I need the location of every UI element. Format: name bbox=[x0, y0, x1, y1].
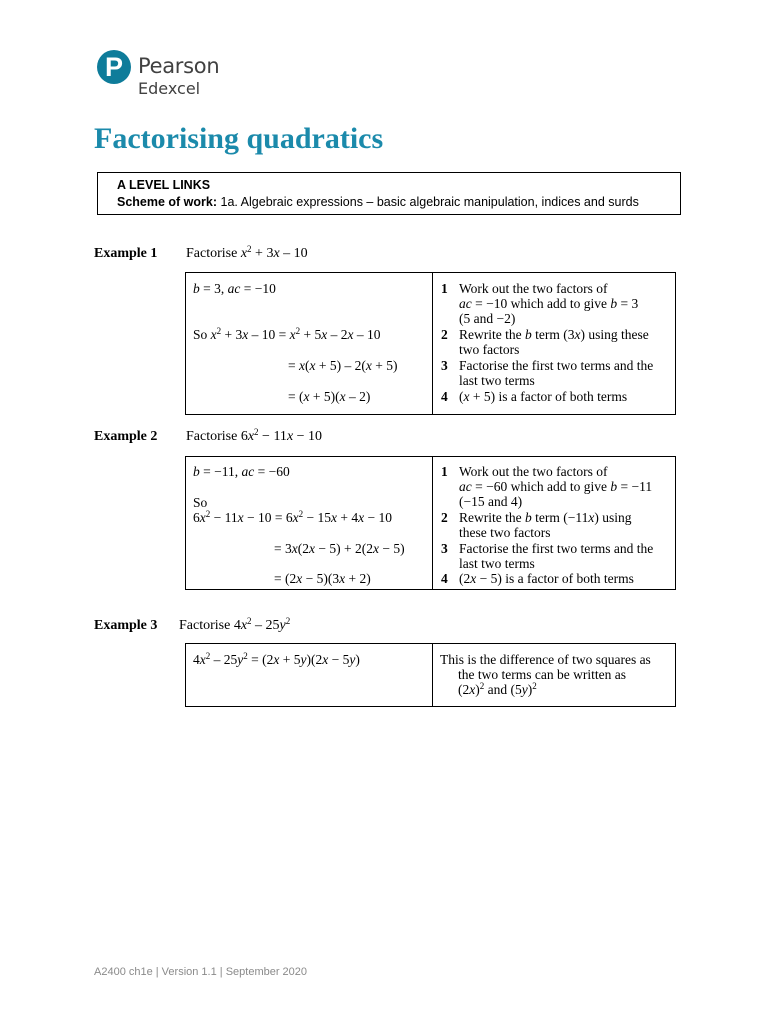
pearson-p-icon: P bbox=[97, 50, 131, 84]
step-text: (x + 5) is a factor of both terms bbox=[459, 389, 628, 404]
example-3-label: Example 3 bbox=[94, 618, 158, 633]
step-text: (2x − 5) is a factor of both terms bbox=[459, 571, 634, 586]
step-text: Work out the two factors of bbox=[459, 281, 608, 296]
working-line: = 3x(2x − 5) + 2(2x − 5) bbox=[274, 541, 405, 556]
a-level-links-box bbox=[97, 172, 681, 215]
step-number: 4 bbox=[441, 571, 448, 586]
example-3-table bbox=[185, 643, 676, 707]
step-text: last two terms bbox=[459, 373, 535, 388]
step-text: Work out the two factors of bbox=[459, 464, 608, 479]
brand-name: Pearson bbox=[138, 54, 220, 78]
working-line: = (2x − 5)(3x + 2) bbox=[274, 571, 371, 586]
step-number: 2 bbox=[441, 327, 448, 342]
step-number: 4 bbox=[441, 389, 448, 404]
step-number: 3 bbox=[441, 541, 448, 556]
step-text: Factorise the first two terms and the bbox=[459, 541, 654, 556]
working-line: = x(x + 5) – 2(x + 5) bbox=[288, 358, 398, 373]
page-title: Factorising quadratics bbox=[94, 122, 384, 155]
scheme-text: 1a. Algebraic expressions – basic algebraic manipulation, indices and surds bbox=[220, 195, 639, 209]
step-text: Rewrite the b term (3x) using these bbox=[459, 327, 649, 342]
scheme-label: Scheme of work: bbox=[117, 195, 218, 209]
footer-text: A2400 ch1e | Version 1.1 | September 2020 bbox=[94, 966, 308, 978]
step-text: two factors bbox=[459, 342, 520, 357]
links-heading: A LEVEL LINKS bbox=[117, 178, 211, 192]
step-text: these two factors bbox=[459, 525, 551, 540]
working-line: = (x + 5)(x – 2) bbox=[288, 389, 371, 404]
step-text: Rewrite the b term (−11x) using bbox=[459, 510, 632, 525]
note-text: $(2x)^2$ and $(5y)^2$ bbox=[458, 681, 537, 697]
step-text: Factorise the first two terms and the bbox=[459, 358, 654, 373]
pearson-logo bbox=[97, 50, 237, 100]
step-number: 1 bbox=[441, 464, 448, 479]
step-number: 3 bbox=[441, 358, 448, 373]
working-line: $4x^2 - 25y^2 = (2x + 5y)(2x - 5y)$ bbox=[193, 651, 360, 667]
table-divider bbox=[432, 644, 433, 706]
step-number: 2 bbox=[441, 510, 448, 525]
step-text: (5 and −2) bbox=[459, 311, 516, 326]
example-2-prompt: Factorise $6x^2 - 11x - 10$ bbox=[186, 427, 323, 444]
working-line: So $x^2 + 3x - 10 = x^2 + 5x - 2x - 10$ bbox=[193, 326, 381, 342]
scheme-of-work-line bbox=[117, 194, 680, 211]
example-1-table bbox=[185, 272, 676, 415]
example-1-prompt: Factorise $x^2 + 3x - 10$ bbox=[186, 244, 308, 261]
example-2-label: Example 2 bbox=[94, 429, 158, 444]
step-text: ac = −60 which add to give b = −11 bbox=[459, 479, 653, 494]
step-text: last two terms bbox=[459, 556, 535, 571]
example-3-prompt: Factorise $4x^2 - 25y^2$ bbox=[179, 616, 291, 633]
example-2-table bbox=[185, 456, 676, 590]
table-divider bbox=[432, 457, 433, 589]
note-text: the two terms can be written as bbox=[458, 667, 626, 682]
working-line: So bbox=[193, 495, 208, 510]
table-divider bbox=[432, 273, 433, 414]
working-line: b = −11, ac = −60 bbox=[193, 464, 290, 479]
step-text: (−15 and 4) bbox=[459, 494, 523, 509]
example-1-label: Example 1 bbox=[94, 246, 158, 261]
working-line: $6x^2 - 11x - 10 = 6x^2 - 15x + 4x - 10$ bbox=[193, 509, 392, 525]
brand-subname: Edexcel bbox=[138, 79, 201, 98]
step-text: ac = −10 which add to give b = 3 bbox=[459, 296, 639, 311]
working-line: b = 3, ac = −10 bbox=[193, 281, 276, 296]
note-text: This is the difference of two squares as bbox=[440, 652, 651, 667]
step-number: 1 bbox=[441, 281, 448, 296]
